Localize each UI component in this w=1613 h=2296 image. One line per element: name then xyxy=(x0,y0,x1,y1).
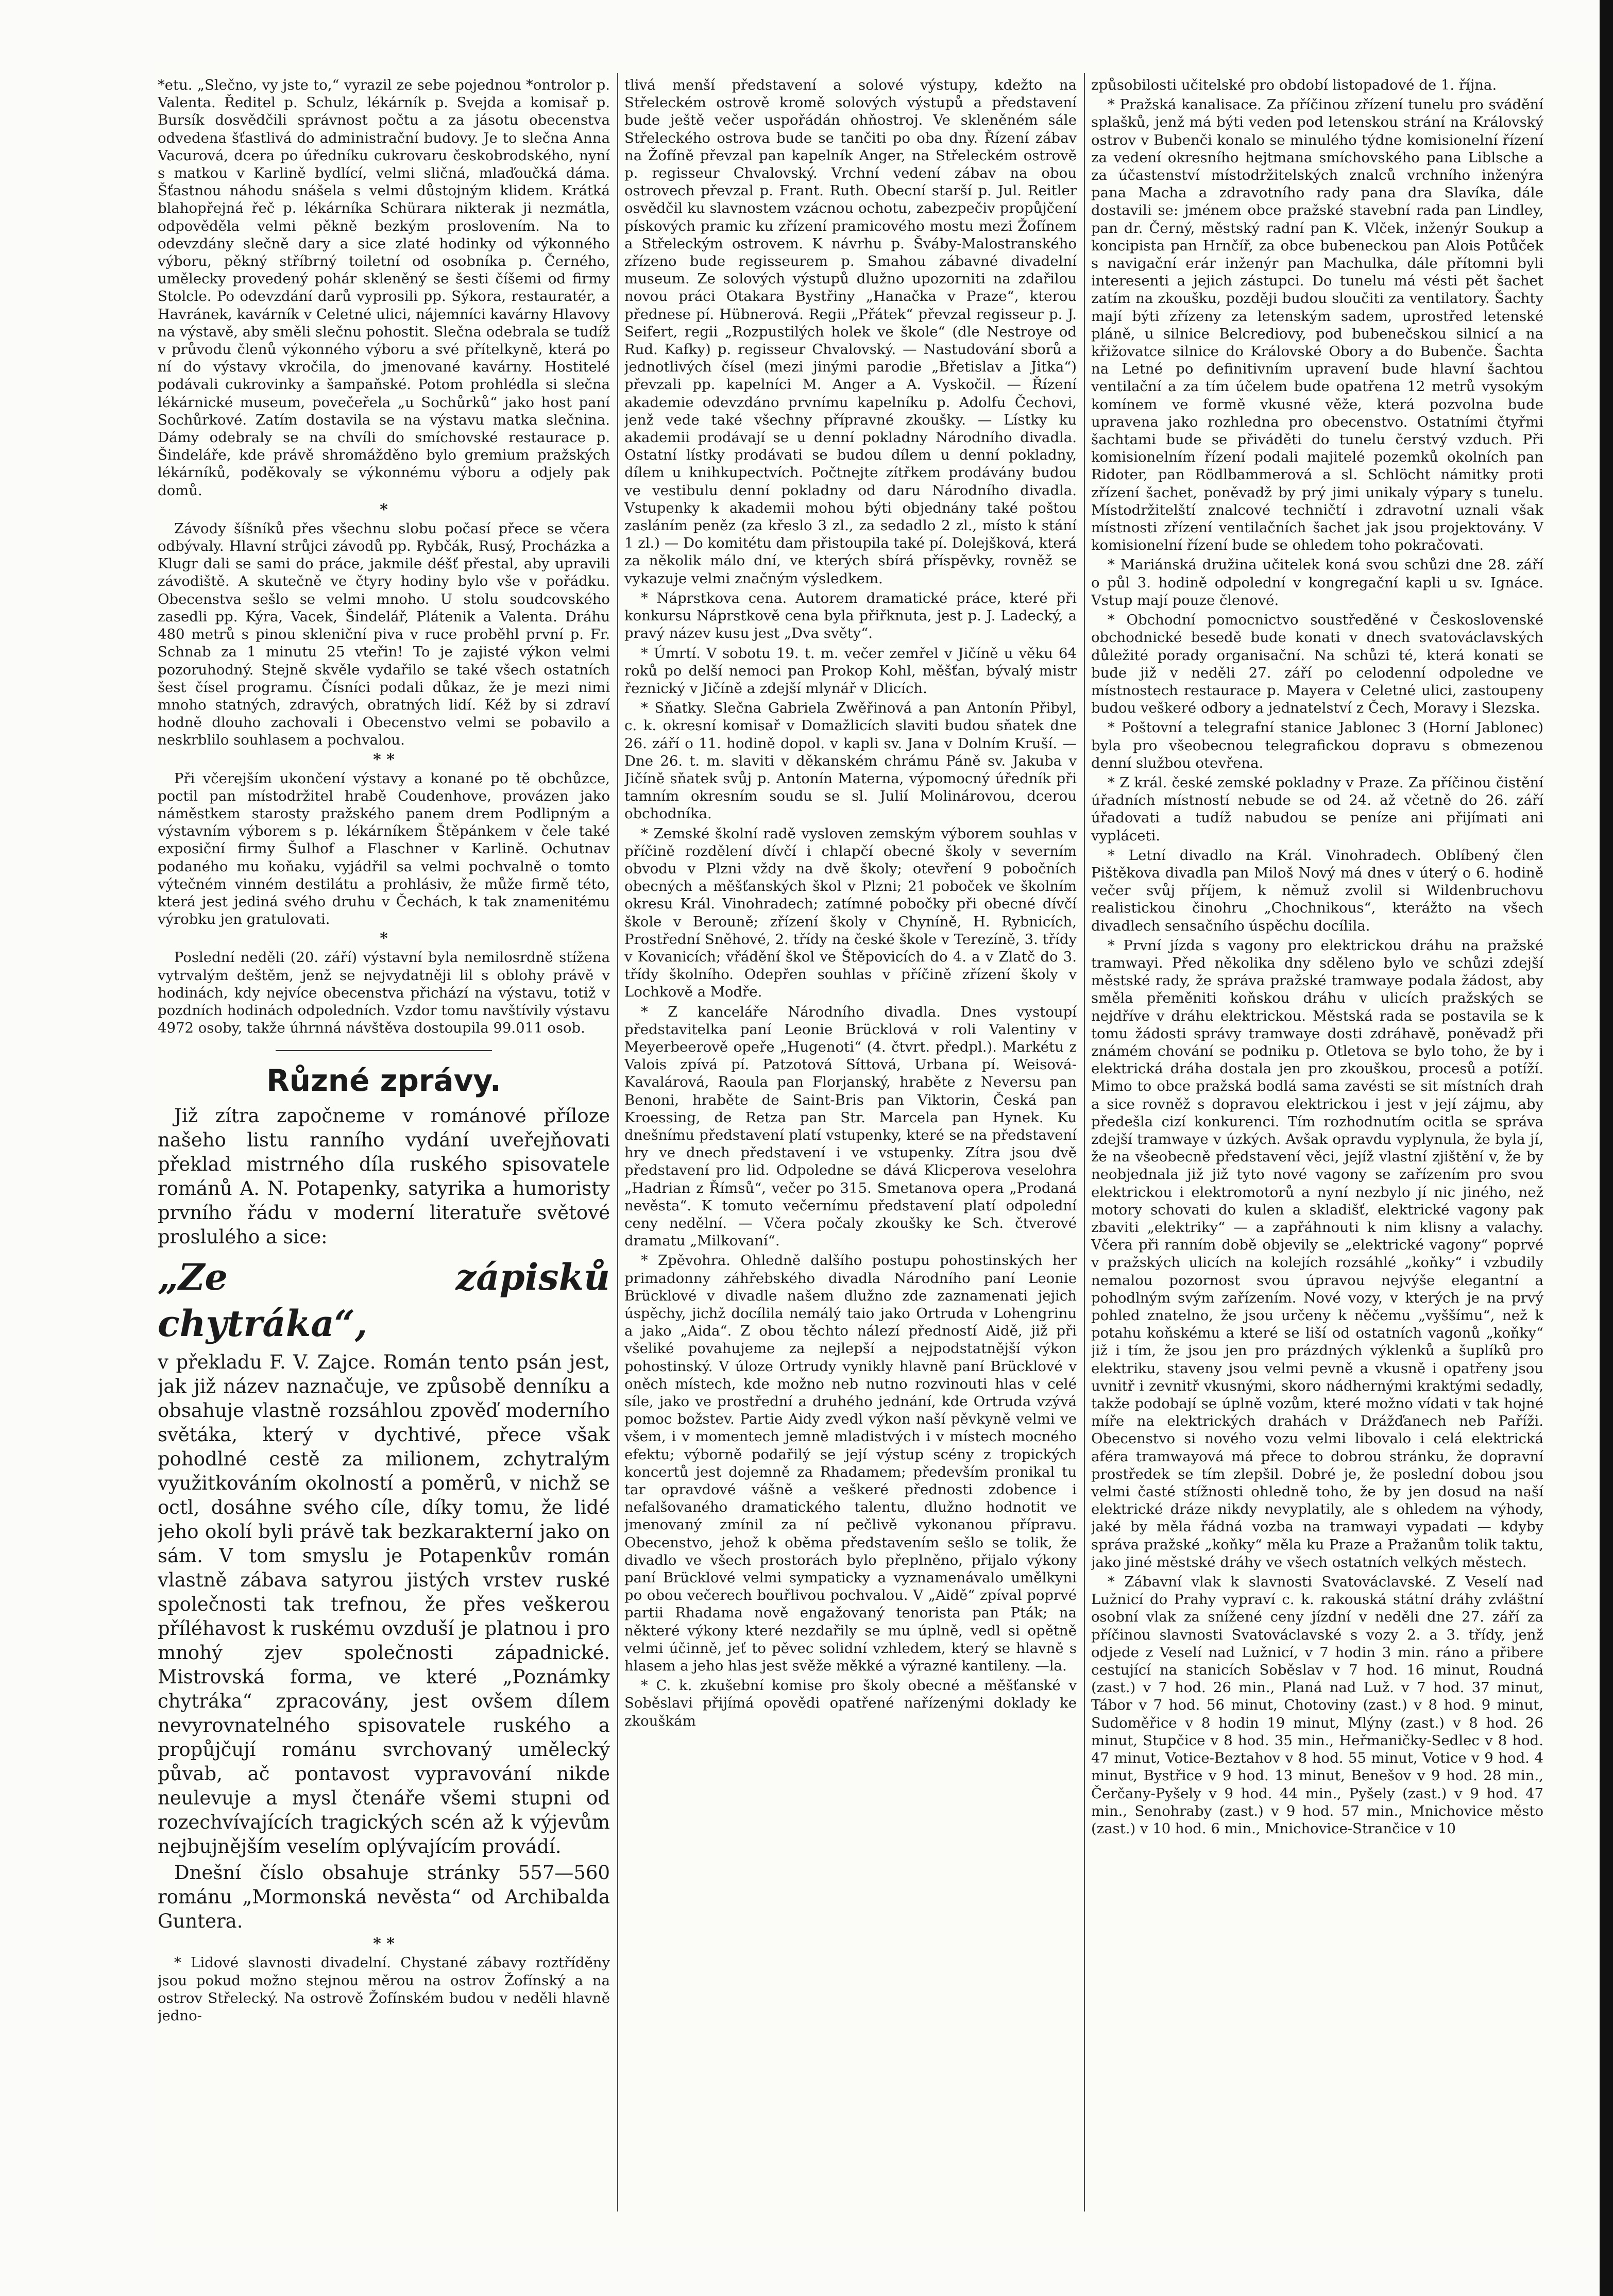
news-item: * Z král. české zemské pokladny v Praze. Za příčinou čistění úřadních místností nebude se od 24. až včetně do 26. září úřadovati a tudíž nabudou se peníze ani přijímati ani vypláceti. xyxy=(1091,774,1543,844)
article-paragraph: * Lidové slavnosti divadelní. Chystané zábavy roztříděny jsou pokud možno stejnou měrou na ostrov Žofínský a na ostrov Střelecký. Na ostrově Žofínském budou v neděli hlavně jedno- xyxy=(158,1954,610,2024)
separator-star: * xyxy=(380,930,388,948)
news-item: * Poštovní a telegrafní stanice Jablonec 3 (Horní Jablonec) byla pro všeobecnou telegrafickou dopravu s obmezenou denní službou otevřena. xyxy=(1091,719,1543,771)
news-item: * První jízda s vagony pro elektrickou dráhu na pražské tramwayi. Před několika dny sděleno bylo ve schůzi zdejší městské rady, že správa pražské tramwaye podala žádost, aby směla přeměniti koňskou dráhu v ulicích pražských se nejdříve v dráhu elektrickou. Městská rada se postavila se k tomu žádosti správy tramwaye dosti zdráhavě, poněvadž při známém chování se podniku p. Otletova se bylo toho, že by i elektrická dráha dostala jen pro zkouškou, procesů a potíží. Mimo to obce pražská bodlá sama zavésti se sit místních drah a sice rovněž s dopravou elektrickou i jest v její zájmu, aby předešla cizí konkurenci. Tím rozhodnutím ocitla se správa zdejší tramwaye v úzkých. Avšak opravdu vyplynula, že byla jí, že na všeobecně představení věci, jejíž vlastní zjištění v, že by neobjednala již již tyto nové vagony se zařízením pro svou elektrickou i elektromotorů a nyní nezbylo jí nic jiného, než motory schovati do kulen a skladišť, elektrické vagony pak zbaviti „elektriky“ — a zapřáhnouti k nim klisny a valachy. Včera při ranním době objevily se „elektrické vagony“ poprvé v pražských ulicích na kolejích rozsáhlé „koňky“ i vzbudily nemalou pozornost svou úpravou nejvýše elegantní a pohodlným svým zařízením. Nové vozy, v kterých je na prvý pohled znatelno, že jsou určeny k něčemu „vyššímu“, než k potahu koňskému a které se liší od ostatních vagonů „koňky“ již i tím, že jsou jen pro prázdných výklenků a šuplíků pro elektriku, staveny jsou velmi pevně a vkusně i opatřeny jsou uvnitř i zevnitř vkusnými, skoro nádhernými kraktými sedadly, takže podobají se úplně vozům, které možno vídati v tak hojné míře na elektrických drahách v Drážďanech neb Paříži. Obecenstvo si nového vozu velmi libovalo i celá elektrická aféra tramwayová má přece to dobrou stránku, že dopravní prostředek se tím zlepšil. Dobré je, že poslední dobou jsou velmi časté stížnosti ohledně toho, že by jen dosud na naší elektrické dráze nikdy nevyplatily, ale s ohledem na výhody, jaké by měla řádná vozba na tramwayi vypadati — kdyby správa pražské „koňky“ měla ku Praze a Pražanům tolik taktu, jako jiné městské dráhy ve všech ostatních velkých městech. xyxy=(1091,937,1543,1571)
article-paragraph: tlivá menší představení a solové výstupy, kdežto na Střeleckém ostrově kromě solových výstupů a představení bude ještě večer uspořádán ohňostroj. Ve skleněném sále Střeleckého ostrova bude se tančiti po oba dny. Řízení zábav na Žofíně převzal pan kapelník Anger, na Střeleckém ostrově p. regisseur Chvalovský. Vrchní vedení zábav na obou ostrovech převzal p. Frant. Ruth. Obecní starší p. Jul. Reitler osvědčil ku slavnostem vzácnou ochotu, zabezpečiv propůjčení pískových pramic ku zřízení pramicového mostu mezi Žofínem a Střeleckým ostrovem. K návrhu p. Šváby-Malostranského zřízeno bude regisseurem p. Smahou zábavné divadelní museum. Ze solových výstupů dlužno upozorniti na zdařilou novou práci Otakara Bystřiny „Hanačka v Praze“, kterou přednese pí. Hübnerová. Regii „Přátek“ převzal regisseur p. J. Seifert, regii „Rozpustilých holek ve škole“ (dle Nestroye od Rud. Kafky) p. regisseur Chvalovský. — Nastudování sborů a jednotlivých čísel (mezi jinými parodie „Břetislav a Jitka“) převzali pp. kapelníci M. Anger a A. Vyskočil. — Řízení akademie odevzdáno prvnímu kapelníku p. Adolfu Čechovi, jenž vede také všechny přípravné zkoušky. — Lístky ku akademii prodávají se u denní pokladny Národního divadla. Ostatní lístky prodávati se budou dílem u denní pokladny, dílem u knihkupectvích. Počtnejte zítřkem prodávány budou ve vestibulu denní pokladny od daru Národního divadla. Vstupenky k akademii mohou býti objednány také poštou zasláním peněz (za křeslo 3 zl., za sedadlo 2 zl., místo k stání 1 zl.) — Do komitétu dam přistoupila také pí. Dolejšková, která za několik málo dní, ve kterých sbírá příspěvky, rovněž se vykazuje velmi značným výsledkem. xyxy=(624,77,1077,587)
separator-star: * * xyxy=(373,750,395,769)
column-rule xyxy=(1084,73,1085,2211)
news-item: * Pražská kanalisace. Za příčinou zřízení tunelu pro svádění splašků, jenž má býti veden pod letenskou strání na Královský ostrov v Bubenči konalo se minulého týdne komisionelní řízení za vedení okresního hejtmana smíchovského pana Liblsche a za účastenství místodržitelských znalců vrchního inženýra pana Macha a zdravotního rady pana dra Slavíka, dále dostavili se: jménem obce pražské stavební rada pan Lindley, pan dr. Černý, městský radní pan K. Vlček, inženýr Soukup a koncipista pan Hrnčíř, za obce bubeneckou pan Alois Potůček s navigační erár inženýr pan Machulka, dále přítomni byli interesenti a jejich zástupci. Do tunelu má vésti pět šachet zatím na zkoušku, později budou sloučiti za ventilatory. Šachty mají býti zřízeny za letenským sadem, uprostřed letenské pláně, u silnice Belcrediovy, pod bubenečskou silnicí a na křižovatce silnice do Královské Obory a do Bubenče. Šachta na Letné po definitivním upravení bude hlavní šachtou ventilační a za tím účelem bude opatřena 12 metrů vysokým komínem ve formě vkusné věže, která pozvolna bude upravena jako rozhledna pro obecenstvo. Ostatními čtyřmi šachtami bude se přiváděti do tunelu čerstvý vzduch. Při komisionelním řízení podali majitelé pozemků okolních pan Ridoter, pan Rödlbammerová a sl. Schlöcht námitky proti zřízení šachet, poněvadž by prý jimi unikaly výpary s tunelu. Místodržitelští znalcové techničtí i zdravotní uznali však místnosti zřízení ventilačních šachet jak jsou projektovány. V komisionelní řízení bude se ohledem toho pokračovati. xyxy=(1091,96,1543,554)
section-title: Různé zprávy. xyxy=(266,1063,501,1099)
news-item: * Sňatky. Slečna Gabriela Zwěřinová a pan Antonín Přibyl, c. k. okresní komisař v Domažlicích slaviti budou sňatek dne 26. září o 11. hodině dopol. v kapli sv. Jana v Dolním Kruší. — Dne 26. t. m. slaviti v děkanském chrámu Páně sv. Jakuba v Jičíně sňatek svůj p. Antonín Materna, výpomocný úředník při tamním okresním soudu se sl. Julií Molinárovou, dcerou obchodníka. xyxy=(624,700,1077,822)
article-paragraph: Závody šíšníků přes všechnu slobu počasí přece se včera odbývaly. Hlavní strůjci závodů pp. Rybčák, Rusý, Procházka a Klugr dali se sami do práce, jakmile déšť přestal, aby upravili závodiště. A skutečně ve čtyry hodiny bylo vše v pořádku. Obecenstva sešlo se velmi mnoho. U stolu soudcovského zasedli pp. Kýra, Vacek, Šindelář, Plátenik a Valenta. Dráhu 480 metrů s pinou skleniční piva v ruce proběhl první p. Fr. Schnab za 1 minutu 25 vteřin! To je zajisté výkon velmi pozoruhodný. Stejně skvěle vydařilo se také všech ostatních šest čísel programu. Čísníci podali důkaz, že je mezi nimi mnoho statných, zdravých, obratných lidí. Kéž by si zdraví hodně dlouho zachovali i Obecenstvo velmi se pobavilo a neskrblilo souhlasem a pochvalou. xyxy=(158,520,610,749)
news-item: * Zpěvohra. Ohledně dalšího postupu pohostinských her primadonny záhřebského divadla Národního paní Leonie Brücklové v divadle našem dlužno zde zaznamenati jejich úspěchy, jichž docílila nemálý taio jako Ortruda v Lohengrinu a jako „Aida“. Z obou těchto nálezí předností Aidě, již při všeliké povahujeme za nejlepší a nejpodstatnější výkon pohostinský. V úloze Ortrudy vynikly hlavně paní Brücklové v oněch místech, kde možno neb nutno rozvinouti hlas v celé síle, jako ve prostřední a druhého jednání, kde Ortruda vzývá pomoc božstev. Partie Aidy zvedl výkon naší pěvkyně velmi ve všem, i v momentech jemně mladistvých i v místech mocného efektu; výborně podařilý se její výstup scény z tropických koncertů jest dojemně za Rhadamem; především pronikal tu tar opravdové vášně a veškeré přednosti zdobence i nefalšovaného dramatického talentu, dlužno hodnotit ve jmenovaný zmínil za ní pečlivě vykonanou přípravu. Obecenstvo, jehož k oběma představením sešlo se tolik, že divadlo ve všech prostorách bylo přeplněno, přijalo výkony paní Brücklové velmi sympaticky a vyznamenávalo umělkyni po obou večerech bouřlivou pochvalou. V „Aidě“ zpíval poprvé partii Rhadama nově engažovaný tenorista pan Pták; na některé výkony které nezdařily se mu úplně, vedl si opětně velmi účinně, jeť to pěvec solidní vzhledem, který se hlavně s hlasem a jeho hlas jest svěže měkké a výrazné kantileny. —la. xyxy=(624,1252,1077,1675)
announcement-paragraph: Již zítra započneme v románové příloze našeho listu ranního vydání uveřejňovati překlad mistrného díla ruského spisovatele románů A. N. Potapenky, satyrika a humoristy prvního řádu v moderní literatuře světové proslulého a sice: xyxy=(158,1105,610,1248)
announcement-paragraph: v překladu F. V. Zajce. Román tento psán jest, jak již název naznačuje, ve způsobě denníku a obsahuje vlastně rozsáhlou zpověď moderního světáka, který v dychtivé, přece však pohodlné cestě za milionem, zchytralým využitkováním okolností a poměrů, v nichž se octl, dosáhne svého cíle, díky tomu, že lidé jeho okolí byli právě tak bezkarakterní jako on sám. V tom smyslu je Potapenkův román vlastně zábava satyrou jistých vrstev ruské společnosti tak trefnou, že přes veškerou příléhavost k ruskému ovzduší je platnou i pro mnohý zjev společnosti západnické. Mistrovská forma, ve které „Poznámky chytráka“ zpracovány, jest ovšem dílem nevyrovnatelného spisovatele ruského a propůjčují románu svrchovaný umělecký půvab, ač pontavost vypravování nikde neulevuje a mysl čtenáře všemi stupni od rozechvívajících tragických scén až k výjevům nejbujnějším veselím oplývajícím provádí. xyxy=(158,1351,610,1858)
article-paragraph: *etu. „Slečno, vy jste to,“ vyrazil ze sebe pojednou *ontrolor p. Valenta. Ředitel p. Schulz, lékárník p. Svejda a komisař p. Bursík dosvědčili správnost počtu a za jásotu obecenstva odvedena šťastlivá do administrační budovy. Je to slečna Anna Vacurová, dcera po úředníku cukrovaru českobrodského, nyní s matkou v Karlině bydlící, velmi sličná, mlaďoučká dáma. Šťastnou náhodu snášela s velmi důstojným klidem. Krátká blahopřejná řeč p. lékárníka Schürara nikterak ji nezmátla, odpověděla velmi pěkně bezkým proslovením. Na to odevzdány slečně dary a sice zlaté hodinky od výkonného výboru, pěkný stříbrný toiletní od osobníka p. Černého, umělecky provedený pohár skleněný se šesti číšemi od firmy Stolcle. Po odevzdání darů vyprosili pp. Sýkora, restauratér, a Havránek, kavárník v Celetné ulici, nájemníci kavárny Hlavovy na výstavě, aby směli slečnu pohostit. Slečna odebrala se tudíž v průvodu členů výkonného výboru a své přítelkyně, která po ní do výstavy vkročila, do jmenované kavárny. Hostitelé podávali cukrovinky a šampaňské. Potom prohlédla si slečna lékárnické museum, povečeřela „u Sochůrků“ jako host paní Sochůrkové. Zatím dostavila se na výstavu matka slečnina. Dámy odebraly se na chvíli do smíchovské restaurace p. Šindeláře, kde právě shromážděno bylo gremium pražských lékárníků, poděkovaly se výkonnému výboru a odjely pak domů. xyxy=(158,77,610,499)
article-paragraph: Poslední neděli (20. září) výstavní byla nemilosrdně stížena vytrvalým deštěm, jenž se nejvydatněji lil s oblohy právě v hodinách, kdy nejvíce obecenstva přichází na výstavu, totiž v pozdních hodinách odpoledních. Vzdor tomu navštívily výstavu 4972 osoby, takže úhrnná návštěva dostoupila 99.011 osob. xyxy=(158,949,610,1037)
section-divider xyxy=(276,1050,492,1051)
scan-edge xyxy=(1600,0,1613,2296)
article-paragraph: Při včerejším ukončení výstavy a konané po tě obchůzce, poctil pan místodržitel hrabě Coudenhove, provázen jako náměstkem starosty pražského panem drem Podlipným a výstavním výborem s p. lékárníkem Štěpánkem v čele také exposiční firmy Šulhof a Flaschner v Karlině. Ochutnav podaného mu koňaku, vyjádřil sa velmi pochvalně o tomto výtečném vinném destilátu a prohlásiv, že může firmě této, která jest jediná svého druhu v Čechách, k tak znamenitému výrobku jen gratulovati. xyxy=(158,770,610,928)
announcement xyxy=(158,1104,610,1933)
news-item: * Náprstkova cena. Autorem dramatické práce, které při konkursu Náprstkově cena byla přiřknuta, jest p. J. Ladecký, a pravý název kusu jest „Dva světy“. xyxy=(624,589,1077,642)
news-item: * Úmrtí. V sobotu 19. t. m. večer zemřel v Jičíně u věku 64 roků po delší nemoci pan Prokop Kohl, měšťan, bývalý mistr řeznický v Jičíně a zdejší mlynář v Dlicích. xyxy=(624,645,1077,697)
column-rule xyxy=(617,73,618,2211)
column-3 xyxy=(1091,76,1543,1839)
separator-star: * * xyxy=(373,1935,395,1953)
news-item: * Zemské školní radě vysloven zemským výborem souhlas v příčině rozdělení dívčí i chlapčí obecné školy v severním obvodu v Plzni vždy na dvě školy; otevření 9 pobočních obecných a měšťanských škol v Plzni; 21 poboček ve školním okresu Král. Vinohradech; zatímné pobočky při obecné dívčí škole v Berouně; zřízení školy v Chyníně, H. Rybnicích, Prostřední Sněhové, 2. třídy na české škole v Terezíně, 3. třídy v Kovanicích; vřádění škol ve Štěpovicích do 4. a v Zlatč do 3. třídy školního. Odepřen souhlas v příčině zřízení školy v Lochkově a Modře. xyxy=(624,825,1077,1001)
news-item: * Z kanceláře Národního divadla. Dnes vystoupí představitelka paní Leonie Brücklová v roli Valentiny v Meyerbeerově opeře „Hugenoti“ (4. čtvrt. předpl.). Markétu z Valois zpívá pí. Patzotová Síttová, Urbana pí. Weisová-Kavalárová, Raoula pan Florjanský, hraběte z Neversu pan Benoni, hraběte de Saint-Bris pan Viktorin, Česká pan Kroessing, de Retza pan Str. Marcela pan Hynek. Ku dnešnímu představení platí vstupenky, které se na představení hry ve dnech představení i ve vstupenky. Zítra jsou dvě představení pro lid. Odpoledne se dává Klicperova veselohra „Hadrian z Římsů“, večer po 315. Smetanova opera „Prodaná nevěsta“. K tomuto večernímu představení platí odpolední ceny nedělní. — Včera počaly zkoušky ke Sch. čtverové dramatu „Milkovaní“. xyxy=(624,1003,1077,1250)
news-item: * Mariánská družina učitelek koná svou schůzi dne 28. září o půl 3. hodině odpolední v kongregační kapli u sv. Ignáce. Vstup mají pouze členové. xyxy=(1091,556,1543,609)
newspaper-page xyxy=(155,62,1597,2247)
announcement-paragraph: Dnešní číslo obsahuje stránky 557—560 románu „Mormonská nevěsta“ od Archibalda Guntera. xyxy=(158,1862,610,1933)
separator-star: * xyxy=(380,500,388,519)
column-2 xyxy=(624,76,1077,1732)
news-item: * Zábavní vlak k slavnosti Svatováclavské. Z Veselí nad Lužnicí do Prahy vypraví c. k. rakouská státní dráhy zvláštní osobní vlak za snížené ceny jízdní v neděli dne 27. září za příčinou slavnosti Svatováclavské s vozy 2. a 3. třídy, jenž odjede z Veselí nad Lužnicí, v 7 hodin 3 min. ráno a přibere cestující na stanicích Soběslav v 7 hod. 16 minut, Roudná (zast.) v 7 hod. 26 min., Planá nad Luž. v 7 hod. 37 minut, Tábor v 7 hod. 56 minut, Chotoviny (zast.) v 8 hod. 9 minut, Sudoměřice v 8 hodin 19 minut, Mlýny (zast.) v 8 hod. 26 minut, Stupčice v 8 hod. 35 min., Heřmaničky-Sedlec v 8 hod. 47 minut, Votice-Beztahov v 8 hod. 55 minut, Votice v 9 hod. 4 minut, Bystřice v 9 hod. 13 minut, Benešov v 9 hod. 28 min., Čerčany-Pyšely v 9 hod. 44 min., Pyšely (zast.) v 9 hod. 47 min., Senohraby (zast.) v 9 hod. 57 min., Mnichovice město (zast.) v 10 hod. 6 min., Mnichovice-Strančice v 10 xyxy=(1091,1574,1543,1837)
news-item: * C. k. zkušební komise pro školy obecné a měšťanské v Soběslavi přijímá opovědi opatřené nařízenými doklady ke zkouškám xyxy=(624,1677,1077,1729)
news-item: * Obchodní pomocnictvo soustředěné v Československé obchodnické besedě bude konati v dnech svatováclavských důležité porady organisační. Na schůzi té, která konati se bude již v neděli 27. září po celodenní odpoledne ve místnostech restaurace p. Mayera v Celetné ulici, zastoupeny budou veškeré odbory a jednatelství z Čech, Moravy i Slezska. xyxy=(1091,612,1543,717)
feature-title: „Ze zápisků chytráka“, xyxy=(158,1256,610,1345)
news-item: * Letní divadlo na Král. Vinohradech. Oblíbený člen Pištěkova divadla pan Miloš Nový má dnes v úterý o 6. hodině večer svůj příjem, k němuž zvolil si Wildenbruchovu realistickou činohru „Chochnikous“, kterážto na všech divadlech sensačního úspěchu docílila. xyxy=(1091,847,1543,934)
article-paragraph: způsobilosti učitelské pro období listopadové de 1. října. xyxy=(1091,77,1497,93)
column-1 xyxy=(158,76,610,2027)
